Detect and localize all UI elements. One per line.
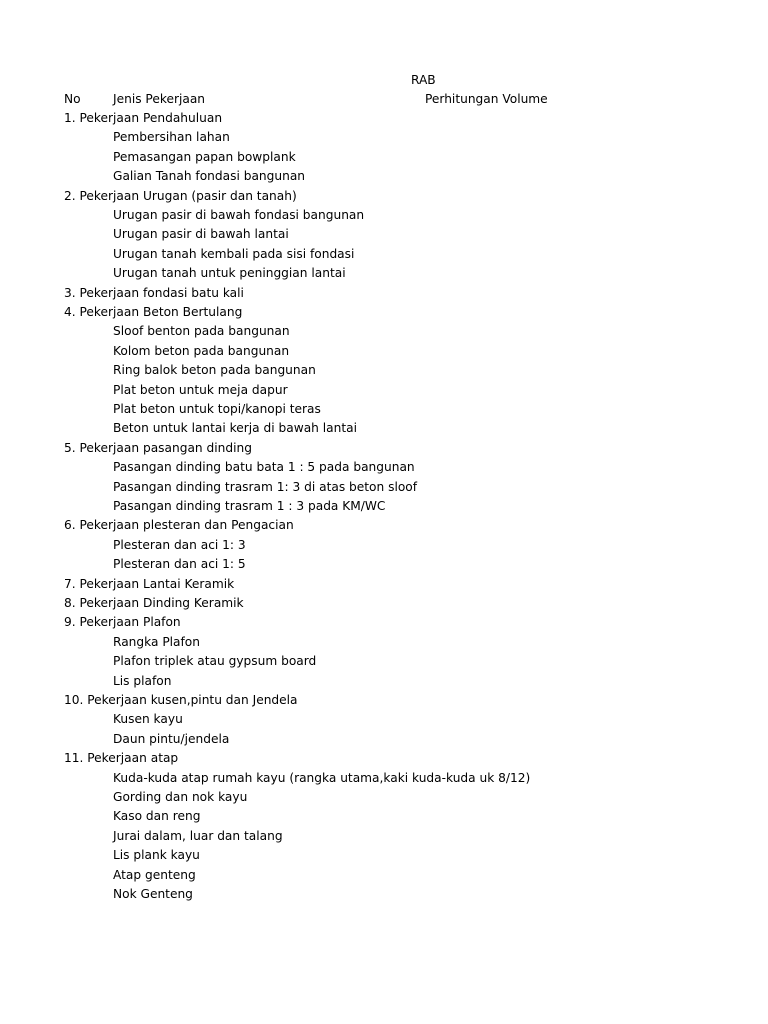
- work-item: Kaso dan reng: [113, 809, 201, 824]
- work-item: Plat beton untuk meja dapur: [113, 382, 288, 397]
- section-title: 1. Pekerjaan Pendahuluan: [64, 111, 223, 125]
- work-item: Plat beton untuk topi/kanopi teras: [113, 402, 321, 416]
- work-item: Pembersihan lahan: [113, 130, 230, 145]
- work-item: Kusen kayu: [113, 712, 183, 727]
- section-title: 10. Pekerjaan kusen,pintu dan Jendela: [64, 693, 298, 707]
- section-title: 8. Pekerjaan Dinding Keramik: [64, 596, 244, 610]
- section-title: 2. Pekerjaan Urugan (pasir dan tanah): [64, 188, 297, 203]
- work-item: Nok Genteng: [113, 887, 193, 901]
- work-item: Galian Tanah fondasi bangunan: [113, 169, 306, 184]
- work-item: Jurai dalam, luar dan talang: [113, 828, 283, 843]
- work-item: Gording dan nok kayu: [113, 790, 248, 804]
- section-title: 3. Pekerjaan fondasi batu kali: [64, 285, 244, 300]
- work-item: Daun pintu/jendela: [113, 731, 230, 746]
- work-item: Plesteran dan aci 1: 5: [113, 557, 246, 572]
- work-item: Urugan tanah untuk peninggian lantai: [113, 266, 346, 281]
- work-item: Beton untuk lantai kerja di bawah lantai: [113, 421, 357, 436]
- section-title: 9. Pekerjaan Plafon: [64, 615, 181, 630]
- work-item: Atap genteng: [113, 867, 196, 882]
- work-item: Plafon triplek atau gypsum board: [113, 654, 317, 669]
- work-item: Pemasangan papan bowplank: [113, 149, 296, 164]
- work-item: Kolom beton pada bangunan: [113, 343, 290, 358]
- section-title: 11. Pekerjaan atap: [64, 751, 179, 766]
- section-title: 6. Pekerjaan plesteran dan Pengacian: [64, 518, 294, 533]
- work-item: Pasangan dinding trasram 1 : 3 pada KM/WC: [113, 499, 386, 513]
- work-item: Kuda-kuda atap rumah kayu (rangka utama,kaki kuda-kuda uk 8/12): [113, 770, 531, 785]
- header-perhitungan-volume: Perhitungan Volume: [425, 92, 548, 106]
- header-jenis-pekerjaan: Jenis Pekerjaan: [113, 92, 206, 106]
- work-item: Lis plank kayu: [113, 848, 200, 863]
- work-item: Lis plafon: [113, 673, 172, 688]
- section-title: 7. Pekerjaan Lantai Keramik: [64, 576, 235, 591]
- work-item: Urugan tanah kembali pada sisi fondasi: [113, 246, 355, 261]
- header-no: No: [64, 92, 81, 106]
- work-item: Plesteran dan aci 1: 3: [113, 537, 246, 552]
- section-title: 4. Pekerjaan Beton Bertulang: [64, 305, 243, 319]
- document-title: RAB: [411, 73, 436, 87]
- work-item: Rangka Plafon: [113, 634, 200, 649]
- work-item: Sloof benton pada bangunan: [113, 324, 290, 339]
- work-item: Pasangan dinding trasram 1: 3 di atas beton sloof: [113, 479, 418, 494]
- work-item: Pasangan dinding batu bata 1 : 5 pada bangunan: [113, 460, 415, 475]
- section-title: 5. Pekerjaan pasangan dinding: [64, 440, 252, 455]
- work-item: Ring balok beton pada bangunan: [113, 363, 316, 378]
- work-item: Urugan pasir di bawah lantai: [113, 227, 289, 242]
- work-item: Urugan pasir di bawah fondasi bangunan: [113, 208, 365, 222]
